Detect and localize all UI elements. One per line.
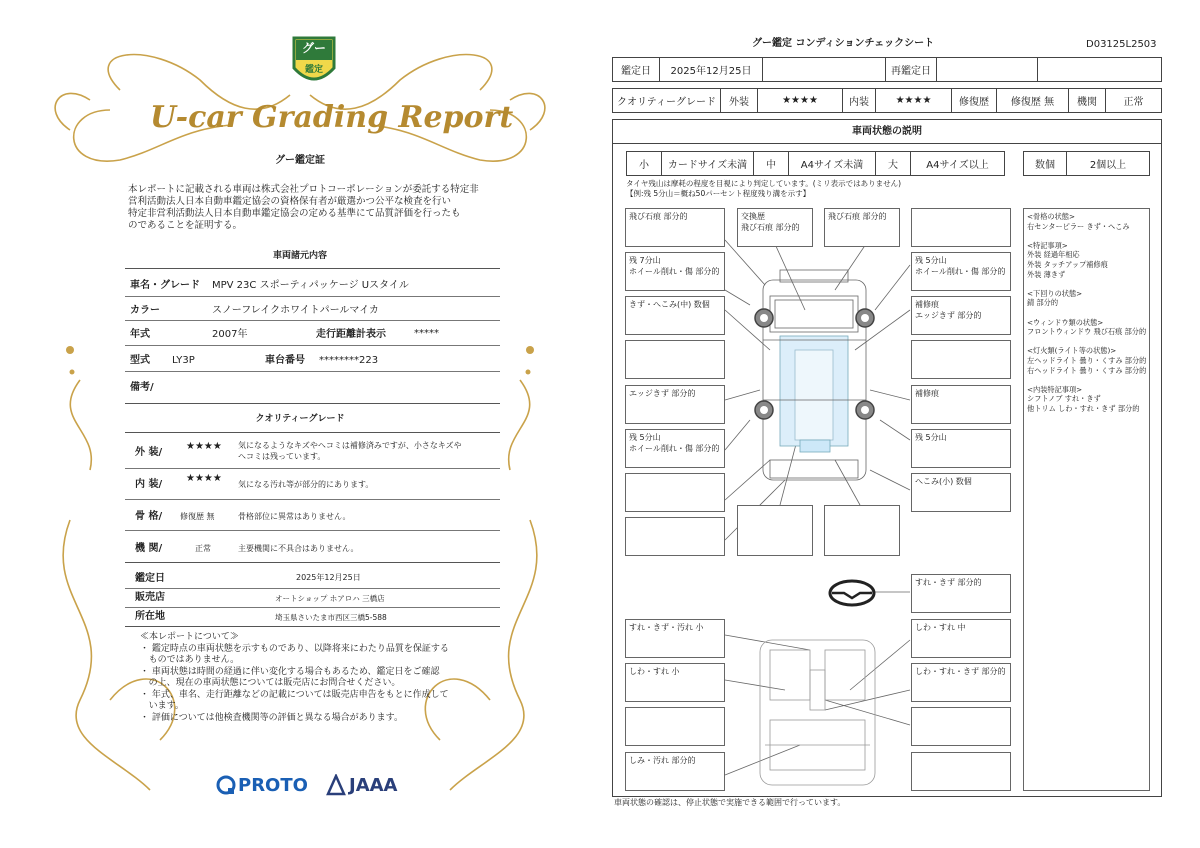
side-note-line: フロントウィンドウ 飛び石痕 部分的 xyxy=(1027,327,1147,337)
side-note-line: 他トリム しわ・すれ・きず 部分的 xyxy=(1027,403,1140,413)
exterior-description: 気になるようなキズやヘコミは補修済みですが、小さなキズや ヘコミは残っています。 xyxy=(238,441,462,461)
exterior-label: 外 装/ xyxy=(135,447,163,458)
address-value: 埼玉県さいたま市西区三橋5-588 xyxy=(275,613,387,622)
box-front-panel: 交換歴 飛び石痕 部分的 xyxy=(737,208,813,247)
color-label: カラー xyxy=(130,305,160,316)
side-note-line xyxy=(1027,337,1146,347)
box-bonnet: 飛び石痕 部分的 xyxy=(824,208,900,247)
shop-label: 販売店 xyxy=(135,592,165,603)
box-interior-right-4 xyxy=(911,752,1011,791)
address-label: 所在地 xyxy=(135,611,165,622)
size-large-desc: A4サイズ以上 xyxy=(910,151,1005,176)
frame-value: 修復歴 無 xyxy=(180,512,215,521)
box-front-right-tire: 残 5分山 ホイール削れ・傷 部分的 xyxy=(911,252,1011,291)
chassis-value: ********223 xyxy=(319,355,379,366)
box-left-middle xyxy=(625,340,725,379)
notes-block: ≪本レポートについて≫ ・ 鑑定時点の車両状態を示すものであり、以降将来にわたり品質を保証する ものではありません。 ・ 車両状態は時間の経過に伴い変化する場合もあるため、鑑定日をご確認 の上、現在の車両状態については販売店にお問合せください。 ・ 年式、車名、走行距離などの記載については販売店申告をもとに作成して います。 ・ 評価については他検査機関等の評価と異なる場合があります。 xyxy=(140,632,449,723)
tire-note: タイヤ残山は摩耗の程度を目視により判定しています。(ミリ表示ではありません) 【例:残 5分山＝概ね50パーセント程度残り溝を示す】 xyxy=(626,179,902,198)
type-label: 型式 xyxy=(130,355,150,366)
year-value: 2007年 xyxy=(212,329,248,340)
year-label: 年式 xyxy=(130,329,150,340)
side-note-line xyxy=(1027,279,1146,289)
report-heading: グー鑑定証 xyxy=(275,155,325,166)
intro-paragraph: 本レポートに記載される車両は株式会社プロトコーポレーションが委託する特定非 営利活動法人日本自動車鑑定協会の資格保有者が厳選かつ公平な検査を行い 特定非営利活動法人日本自動車鑑定協会の定める基準にて品質評価を行ったも のであることを証明する。 xyxy=(128,184,479,231)
spec-heading: 車両諸元内容 xyxy=(272,251,327,261)
side-note-line: 右センターピラー きず・へこみ xyxy=(1027,221,1130,231)
side-note-line: <特記事項> xyxy=(1027,240,1068,250)
box-rear-right-quarter: へこみ(小) 数個 xyxy=(911,473,1011,512)
box-right-middle xyxy=(911,340,1011,379)
date-label: 鑑定日 xyxy=(612,57,660,82)
int-stars: ★★★★ xyxy=(875,88,952,113)
repair-value: 修復歴 無 xyxy=(996,88,1069,113)
proto-logo: PROTO xyxy=(216,772,316,798)
notes-heading: ≪本レポートについて≫ xyxy=(140,632,239,642)
box-rear-left-bumper xyxy=(625,517,725,556)
side-note-line: <灯火類(ライト等の状態)> xyxy=(1027,346,1117,356)
side-note-line: シフトノブ すれ・きず xyxy=(1027,394,1101,404)
box-interior-right-3 xyxy=(911,707,1011,746)
sheet-title: グー鑑定 コンディションチェックシート xyxy=(752,38,935,49)
exterior-stars: ★★★★ xyxy=(186,441,222,452)
quality-heading: クオリティーグレード xyxy=(255,414,345,424)
frame-description: 骨格部位に異常はありません。 xyxy=(238,512,351,521)
box-rear-left-quarter xyxy=(625,473,725,512)
engine-value: 正常 xyxy=(1105,88,1162,113)
side-note-line: 錆 部分的 xyxy=(1027,298,1059,308)
date-label: 鑑定日 xyxy=(135,573,165,584)
side-note-line: 外装 タッチアップ補修痕 xyxy=(1027,259,1108,269)
box-interior-right-1: しわ・すれ 中 xyxy=(911,619,1011,658)
box-right-rear-door: 補修痕 xyxy=(911,385,1011,424)
interior-description: 気になる汚れ等が部分的にあります。 xyxy=(238,480,374,489)
count-label: 数個 xyxy=(1023,151,1067,176)
condition-check-sheet xyxy=(600,0,1200,848)
side-note-line: <内装特記事項> xyxy=(1027,384,1083,394)
side-note-line: 外装 経過年相応 xyxy=(1027,250,1080,260)
size-mid: 中 xyxy=(753,151,789,176)
proto-mark-icon xyxy=(216,774,236,796)
shop-value: オートショップ ホアロハ 三橋店 xyxy=(275,594,385,603)
ext-label: 外装 xyxy=(720,88,758,113)
jaaa-logo: JAAA xyxy=(326,772,416,798)
engine-value: 正常 xyxy=(195,544,211,553)
color-value: スノーフレイクホワイトパールマイカ xyxy=(212,305,379,316)
box-rear-right-tire: 残 5分山 xyxy=(911,429,1011,468)
frame-label: 骨 格/ xyxy=(135,511,163,522)
box-left-rear-door: エッジきず 部分的 xyxy=(625,385,725,424)
side-note-line xyxy=(1027,375,1146,385)
box-front-right-panel xyxy=(911,208,1011,247)
footer-note: 車両状態の確認は、停止状態で実施できる範囲で行っています。 xyxy=(614,798,846,807)
badge-top-text: グー xyxy=(301,41,326,55)
interior-stars: ★★★★ xyxy=(186,473,222,484)
chassis-label: 車台番号 xyxy=(265,355,305,366)
size-small-desc: カードサイズ未満 xyxy=(661,151,754,176)
condition-heading: 車両状態の説明 xyxy=(852,126,922,137)
type-value: LY3P xyxy=(172,355,195,366)
date-value: 2025年12月25日 xyxy=(659,57,763,82)
box-rear-left-tire: 残 5分山 ホイール削れ・傷 部分的 xyxy=(625,429,725,468)
side-note-line: 右ヘッドライト 曇り・くすみ 部分的 xyxy=(1027,365,1147,375)
model-label: 車名・グレード xyxy=(130,280,200,291)
box-interior-left-2: しわ・すれ 小 xyxy=(625,663,725,702)
ext-stars: ★★★★ xyxy=(757,88,843,113)
box-rear-bumper xyxy=(737,505,813,556)
size-small: 小 xyxy=(626,151,662,176)
engine-label: 機 関/ xyxy=(135,543,163,554)
badge-bottom-text: 鑑定 xyxy=(304,65,323,75)
side-note-line: <ウィンドウ類の状態> xyxy=(1027,317,1104,327)
side-note-line: 左ヘッドライト 曇り・くすみ 部分的 xyxy=(1027,355,1147,365)
side-note-line xyxy=(1027,231,1146,241)
mileage-label: 走行距離計表示 xyxy=(316,329,386,340)
box-steering: すれ・きず 部分的 xyxy=(911,574,1011,613)
engine-label: 機関 xyxy=(1068,88,1106,113)
box-back-door xyxy=(824,505,900,556)
size-mid-desc: A4サイズ未満 xyxy=(788,151,876,176)
count-value: 2個以上 xyxy=(1066,151,1150,176)
side-notes-panel xyxy=(1023,208,1150,791)
box-interior-left-1: すれ・きず・汚れ 小 xyxy=(625,619,725,658)
date-value: 2025年12月25日 xyxy=(296,573,361,582)
side-note-line: <下回りの状態> xyxy=(1027,288,1083,298)
jaaa-mark-icon xyxy=(326,774,346,796)
int-label: 内装 xyxy=(842,88,876,113)
repair-label: 修復歴 xyxy=(951,88,997,113)
steering-wheel-icon xyxy=(830,581,874,605)
side-note-line: 外装 薄きず xyxy=(1027,269,1066,279)
box-interior-left-3 xyxy=(625,707,725,746)
redate-label: 再鑑定日 xyxy=(885,57,937,82)
side-note-line xyxy=(1027,308,1146,318)
box-interior-left-4: しみ・汚れ 部分的 xyxy=(625,752,725,791)
engine-description: 主要機関に不具合はありません。 xyxy=(238,544,359,553)
document-id: D03125L2503 xyxy=(1086,39,1157,50)
box-front-left-tire: 残 7分山 ホイール削れ・傷 部分的 xyxy=(625,252,725,291)
size-large: 大 xyxy=(875,151,911,176)
mileage-value: ***** xyxy=(414,328,439,339)
box-front-left-panel: 飛び石痕 部分的 xyxy=(625,208,725,247)
script-title: U-car Grading Report xyxy=(150,100,514,135)
remarks-label: 備考/ xyxy=(130,382,154,393)
model-value: MPV 23C スポーティパッケージ Uスタイル xyxy=(212,280,409,291)
box-left-front-door: きず・へこみ(中) 数個 xyxy=(625,296,725,335)
grade-label: クオリティーグレード xyxy=(612,88,721,113)
side-note-line: <骨格の状態> xyxy=(1027,212,1075,221)
box-interior-right-2: しわ・すれ・きず 部分的 xyxy=(911,663,1011,702)
box-right-front-door: 補修痕 エッジきず 部分的 xyxy=(911,296,1011,335)
goo-kantei-badge-icon xyxy=(288,34,340,92)
interior-label: 内 装/ xyxy=(135,479,163,490)
